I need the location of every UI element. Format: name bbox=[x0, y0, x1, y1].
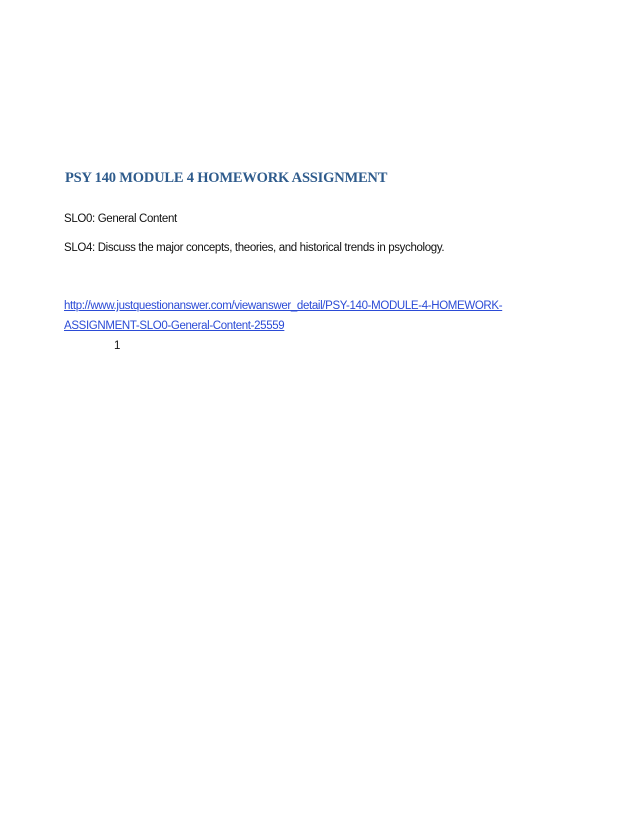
slo4-line: SLO4: Discuss the major concepts, theories, and historical trends in psychology. bbox=[64, 242, 445, 254]
answer-link[interactable] bbox=[64, 296, 534, 336]
page-number: 1 bbox=[114, 340, 121, 352]
answer-link-line-1[interactable]: http://www.justquestionanswer.com/viewanswer_detail/PSY-140-MODULE-4-HOMEWORK- bbox=[64, 300, 503, 312]
answer-link-line-2[interactable]: ASSIGNMENT-SLO0-General-Content-25559 bbox=[64, 320, 285, 332]
page-title: PSY 140 MODULE 4 HOMEWORK ASSIGNMENT bbox=[65, 170, 388, 186]
slo0-line: SLO0: General Content bbox=[64, 213, 177, 225]
